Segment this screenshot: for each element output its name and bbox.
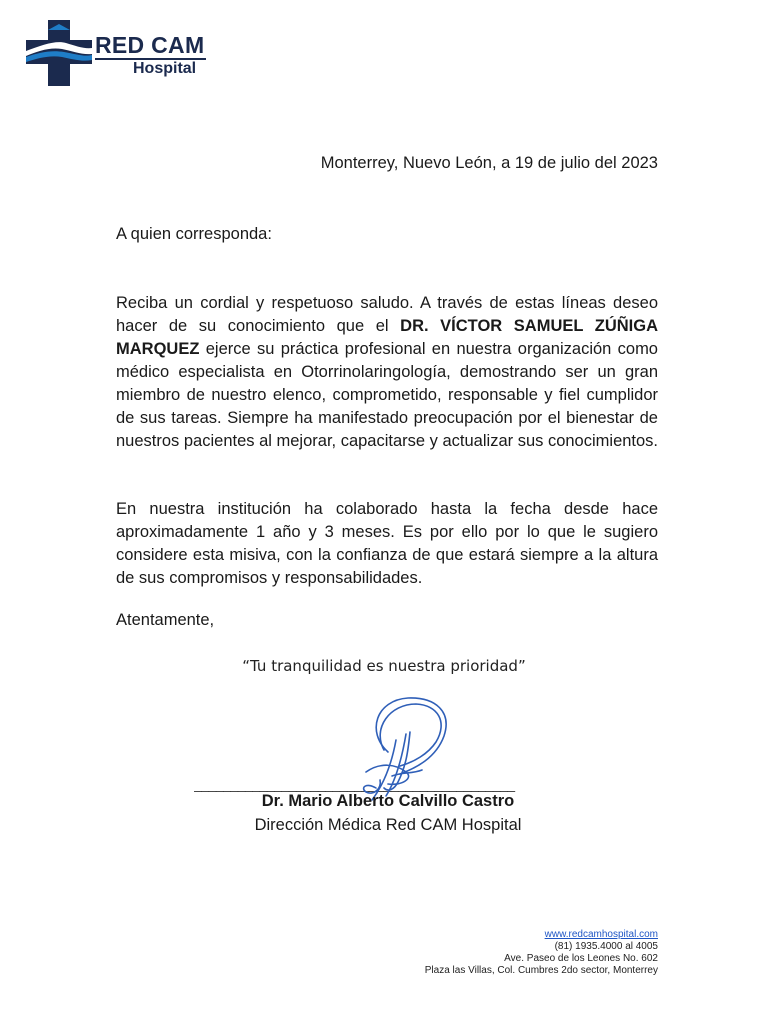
paragraph-1-intro: Reciba un cordial y respetuoso saludo. A través de estas líneas deseo hacer de su conocimiento que el [116, 294, 658, 335]
logo-name: RED CAM [95, 32, 205, 58]
letter-paragraph-1 [116, 292, 658, 453]
hospital-motto: “Tu tranquilidad es nuestra prioridad” [242, 657, 526, 675]
doctor-name: DR. VÍCTOR SAMUEL ZÚÑIGA MARQUEZ [116, 317, 658, 358]
letter-footer [425, 929, 658, 977]
cross-logo-icon [26, 20, 92, 86]
website-link[interactable]: www.redcamhospital.com [544, 929, 658, 940]
footer-address-2: Plaza las Villas, Col. Cumbres 2do sector, Monterrey [424, 965, 658, 976]
signer-title: Dirección Médica Red CAM Hospital [254, 816, 522, 834]
letter-greeting: A quien corresponda: [116, 225, 272, 243]
letter-closing: Atentamente, [116, 611, 215, 629]
footer-address-1: Ave. Paseo de los Leones No. 602 [504, 953, 658, 964]
letter-paragraph-2: En nuestra institución ha colaborado hasta la fecha desde hace aproximadamente 1 año y 3 meses. Es por ello por lo que le sugiero considere esta misiva, con la confianza de que estará siempre a la altura de sus compromisos y responsabilidades. [116, 500, 658, 587]
hospital-logo [26, 20, 226, 90]
paragraph-1-rest: ejerce su práctica profesional en nuestra organización como médico especialista en Otorrinolaringología, demostrando ser un gran miembro de nuestro elenco, comprometido, responsable y fiel cumplidor de sus tareas. Siempre ha manifestado preocupación por el bienestar de nuestros pacientes al mejorar, capacitarse y actualizar sus conocimientos. [116, 340, 659, 450]
footer-phone: (81) 1935.4000 al 4005 [554, 941, 658, 952]
logo-subtitle: Hospital [133, 60, 197, 77]
letter-date: Monterrey, Nuevo León, a 19 de julio del 2023 [320, 154, 658, 172]
signature-line: ____________________________________________ [194, 776, 515, 792]
signer-name: Dr. Mario Alberto Calvillo Castro [261, 792, 515, 810]
